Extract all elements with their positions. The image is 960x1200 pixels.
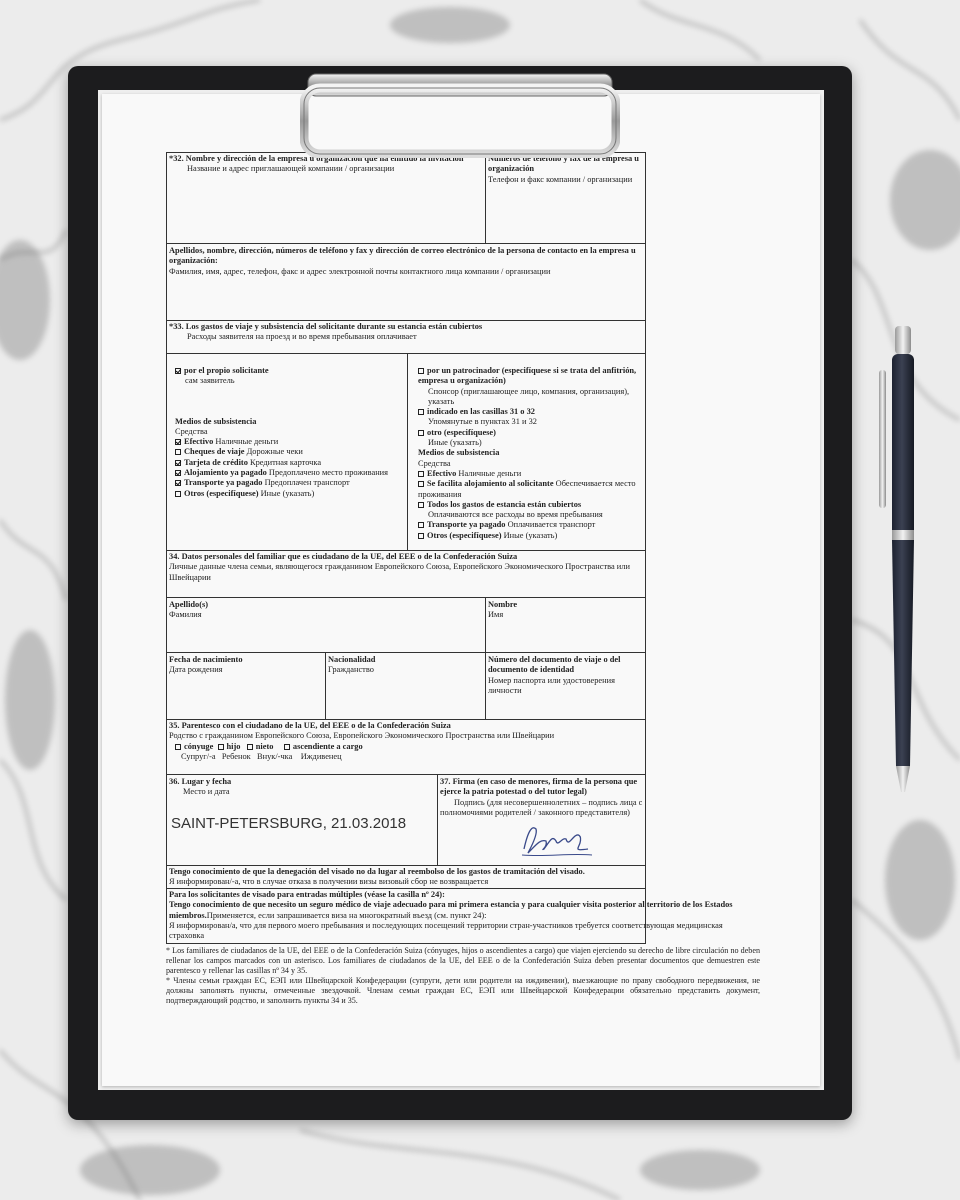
signature-mark xyxy=(518,819,598,859)
other-option[interactable] xyxy=(418,428,643,438)
left-means-list xyxy=(175,437,405,499)
option-ru: Супруг/-а xyxy=(181,751,216,761)
item-ru: Наличные деньги xyxy=(215,437,279,447)
item-ru: Предоплачен транспорт xyxy=(264,478,350,488)
multi-entry-row xyxy=(167,889,733,943)
acknowledgement-row xyxy=(167,866,645,889)
section-33-title: *33. Los gastos de viaje y subsistencia del solicitante durante su estancia están cubiertos xyxy=(169,322,483,331)
self-option[interactable] xyxy=(175,366,405,376)
other-ru: Иные (указать) xyxy=(428,438,482,448)
others-ru: Иные (указать) xyxy=(503,530,558,540)
relationship-option[interactable] xyxy=(247,742,274,751)
self-checkbox[interactable] xyxy=(175,368,181,374)
option-label: ascendiente a cargo xyxy=(292,741,363,751)
visa-form xyxy=(166,152,760,1006)
option-label: nieto xyxy=(255,741,274,751)
section-33-right xyxy=(407,354,645,550)
contact-cell xyxy=(167,244,645,320)
contact-title: Apellidos, nombre, dirección, números de teléfono y fax y dirección de correo electrónico de la persona de contacto en la empresa u organización: xyxy=(169,246,636,266)
surname-ru: Фамилия xyxy=(169,610,202,620)
section-32-ru: Название и адрес приглашающей компании / организации xyxy=(187,164,395,174)
section-34-names-row xyxy=(167,598,645,653)
relationship-option[interactable] xyxy=(175,742,213,751)
acknowledgement xyxy=(167,866,645,888)
cash-ru: Наличные деньги xyxy=(458,468,522,478)
indicated-checkbox[interactable] xyxy=(418,409,424,415)
checkbox[interactable] xyxy=(418,502,424,508)
option-ru: Ребенок xyxy=(221,751,251,761)
section-34-header xyxy=(167,551,645,597)
dob-cell[interactable] xyxy=(167,653,325,719)
section-33-ru: Расходы заявителя на проезд и во время пребывания оплачивает xyxy=(187,332,417,342)
section-34-details-row xyxy=(167,653,645,720)
name-cell[interactable] xyxy=(485,598,645,652)
section-32-row xyxy=(167,153,645,244)
option-ru: Иждивенец xyxy=(300,751,342,761)
clipboard-clip xyxy=(300,70,620,158)
option-ru: Внук/-чка xyxy=(257,751,293,761)
transport-option[interactable] xyxy=(418,520,643,530)
item-es: Alojamiento ya pagado xyxy=(184,468,267,478)
right-means-ru: Средства xyxy=(418,458,451,468)
section-35-title: 35. Parentesco con el ciudadano de la UE, del EEE o de la Confederación Suiza xyxy=(169,721,451,730)
section-32 xyxy=(167,153,487,243)
transport-ru: Оплачивается транспорт xyxy=(507,520,596,530)
relationship-option[interactable] xyxy=(218,742,241,751)
multi-entry-es: Tengo conocimiento de que necesito un seguro médico de viaje adecuado para mi primera estancia y para cualquier visita posterior al territorio de los Estados miembros. xyxy=(169,900,733,920)
item-ru: Иные (указать) xyxy=(260,488,315,498)
lodging-label: Se facilita alojamiento al solicitante xyxy=(427,479,554,489)
left-means-item[interactable] xyxy=(175,458,405,468)
section-34-header-row xyxy=(167,551,645,598)
name-ru: Имя xyxy=(488,610,504,620)
dob-ru: Дата рождения xyxy=(169,665,223,675)
section-37[interactable] xyxy=(437,775,645,865)
multi-entry-ru: Я информирован/а, что для первого моего пребывания и последующих посещений территории стран-участников требуется соответствующая медицинская страховка xyxy=(169,920,723,941)
section-33-left xyxy=(167,354,407,550)
document-number-label: Número del documento de viaje o del documento de identidad xyxy=(488,655,621,675)
multi-entry-ru-inline: Применяется, если запрашивается виза на многократный въезд (см. пункт 24): xyxy=(206,910,487,920)
lodging-option[interactable] xyxy=(418,479,643,500)
relationship-options xyxy=(169,742,643,752)
lodging-ru: Обеспечивается место проживания xyxy=(418,479,636,499)
item-ru: Дорожные чеки xyxy=(246,447,303,457)
section-35-row xyxy=(167,720,645,775)
section-32-phone-title: Números de teléfono y fax de la empresa u organización xyxy=(488,154,639,174)
section-36-title: 36. Lugar y fecha xyxy=(169,777,232,786)
checkbox[interactable] xyxy=(175,744,181,750)
section-37-ru: Подпись (для несовершеннолетних – подпись лица с полномочиями родителей / законного представителя) xyxy=(440,797,643,817)
section-32-phone-ru: Телефон и факс компании / организации xyxy=(488,174,633,184)
section-36[interactable] xyxy=(167,775,437,865)
section-33-body-row xyxy=(167,354,645,551)
section-33-header xyxy=(167,321,645,353)
checkbox[interactable] xyxy=(418,471,424,477)
sponsor-label: por un patrocinador (especifíquese si se trata del anfitrión, empresa u organización) xyxy=(418,366,637,386)
footnote-ru: * Члены семьи граждан ЕС, ЕЭП или Швейцарской Конфедерации (супруги, дети или родители на иждивении), выезжающие по праву свободного передвижения, не должны заполнять пункты, отмеченные звездочкой. Членам семьи граждан ЕС, ЕЭП или Швейцарской Конфедерации обязательно представить документ, подтверждающий родство, и заполнить пункты 34 и 35. xyxy=(166,976,760,1005)
left-means-item[interactable] xyxy=(175,468,405,478)
sponsor-checkbox[interactable] xyxy=(418,368,424,374)
left-means-item[interactable] xyxy=(175,489,405,499)
section-32-title: *32. Nombre y dirección de la empresa u organización que ha emitido la invitación xyxy=(169,154,464,163)
checkbox[interactable] xyxy=(175,449,181,455)
section-36-37-row xyxy=(167,775,645,866)
document-number-ru: Номер паспорта или удостоверения личности xyxy=(488,675,615,695)
item-ru: Предоплачено место проживания xyxy=(268,468,389,478)
section-34-ru: Личные данные члена семьи, являющегося гражданином Европейского Союза, Европейского Экономического Пространства или Швейцарии xyxy=(169,562,630,582)
checkbox[interactable] xyxy=(284,744,290,750)
footnote-es: * Los familiares de ciudadanos de la UE, del EEE o de la Confederación Suiza (cónyuges, hijos o ascendientes a cargo) que viajen ejerciendo su derecho de libre circulación no deben rellenar los campos marcados con un asterisco. Los familiares de ciudadanos de la UE, del EEE o de la Confederación Suiza deben presentar documentos que demuestren este parentesco y rellenar las casillas nº 34 y 35. xyxy=(166,946,760,975)
option-label: cónyuge xyxy=(184,741,214,751)
all-costs-ru: Оплачиваются все расходы во время пребывания xyxy=(428,510,603,520)
checkbox[interactable] xyxy=(418,522,424,528)
indicated-option[interactable] xyxy=(418,407,643,417)
item-es: Transporte ya pagado xyxy=(184,478,263,488)
all-costs-label: Todos los gastos de estancia están cubiertos xyxy=(427,499,582,509)
self-label: por el propio solicitante xyxy=(184,366,269,375)
item-es: Efectivo xyxy=(184,437,214,447)
indicated-ru: Упомянутые в пунктах 31 и 32 xyxy=(428,417,537,427)
option-label: hijo xyxy=(226,741,241,751)
section-32-phone xyxy=(485,153,645,243)
left-means-item[interactable] xyxy=(175,478,405,488)
others-label: Otros (especifíquese) xyxy=(427,530,502,540)
left-means-ru: Средства xyxy=(175,426,208,436)
checkbox[interactable] xyxy=(175,491,181,497)
nationality-cell[interactable] xyxy=(325,653,485,719)
surname-label: Apellido(s) xyxy=(169,600,209,609)
checkbox[interactable] xyxy=(418,533,424,539)
contact-row xyxy=(167,244,645,321)
item-ru: Кредитная карточка xyxy=(249,457,322,467)
section-37-title: 37. Firma (en caso de menores, firma de la persona que ejerce la patria potestad o del tutor legal) xyxy=(440,777,638,797)
left-means-title: Medios de subsistencia xyxy=(175,416,257,426)
pen xyxy=(870,326,930,796)
transport-label: Transporte ya pagado xyxy=(427,520,506,530)
form-grid xyxy=(166,152,733,944)
document-page xyxy=(102,94,820,1086)
left-means-item[interactable] xyxy=(175,437,405,447)
place-date-value: SAINT-PETERSBURG, 21.03.2018 xyxy=(171,815,407,832)
other-label: otro (especifíquese) xyxy=(427,427,496,437)
relationship-option[interactable] xyxy=(284,742,363,751)
section-34-title: 34. Datos personales del familiar que es ciudadano de la UE, del EEE o de la Confederación Suiza xyxy=(169,552,518,561)
multi-entry xyxy=(167,889,747,943)
item-es: Otros (especifíquese) xyxy=(184,488,259,498)
indicated-label: indicado en las casillas 31 o 32 xyxy=(427,407,535,417)
checkbox[interactable] xyxy=(218,744,224,750)
dob-label: Fecha de nacimiento xyxy=(169,655,243,664)
item-es: Tarjeta de crédito xyxy=(184,457,248,467)
checkbox[interactable] xyxy=(175,439,181,445)
left-means-item[interactable] xyxy=(175,447,405,457)
name-label: Nombre xyxy=(488,600,518,609)
sponsor-option[interactable] xyxy=(418,366,643,387)
nationality-ru: Гражданство xyxy=(328,665,374,675)
all-costs-option[interactable] xyxy=(418,500,643,510)
section-35-ru: Родство с гражданином Европейского Союза, Европейского Экономического Пространства или Швейцарии xyxy=(169,731,555,741)
multi-entry-title: Para los solicitantes de visado para entradas múltiples (véase la casilla nº 24): xyxy=(169,890,445,899)
cash-option[interactable] xyxy=(418,469,643,479)
document-number-cell[interactable] xyxy=(485,653,645,719)
right-means-title: Medios de subsistencia xyxy=(418,448,500,458)
self-ru: сам заявитель xyxy=(185,376,235,386)
others-option[interactable] xyxy=(418,531,643,541)
contact-ru: Фамилия, имя, адрес, телефон, факс и адрес электронной почты контактного лица компании / организации xyxy=(169,266,551,276)
checkbox[interactable] xyxy=(247,744,253,750)
section-35 xyxy=(167,720,645,774)
sponsor-ru: Спонсор (приглашающее лицо, компания, организация), указать xyxy=(428,386,630,406)
cash-label: Efectivo xyxy=(427,468,457,478)
section-33-header-row xyxy=(167,321,645,354)
section-36-ru: Место и дата xyxy=(183,787,230,797)
surname-cell[interactable] xyxy=(167,598,485,652)
acknowledgement-es: Tengo conocimiento de que la denegación del visado no da lugar al reembolso de los gastos de tramitación del visado. xyxy=(169,867,585,876)
checkbox[interactable] xyxy=(175,480,181,486)
checkbox[interactable] xyxy=(175,460,181,466)
other-checkbox[interactable] xyxy=(418,430,424,436)
acknowledgement-ru: Я информирован/-а, что в случае отказа в получении визы визовый сбор не возвращается xyxy=(169,877,489,887)
footnotes xyxy=(166,946,760,1006)
checkbox[interactable] xyxy=(175,470,181,476)
checkbox[interactable] xyxy=(418,481,424,487)
item-es: Cheques de viaje xyxy=(184,447,245,457)
relationship-ru-labels xyxy=(169,752,643,762)
nationality-label: Nacionalidad xyxy=(328,655,376,664)
